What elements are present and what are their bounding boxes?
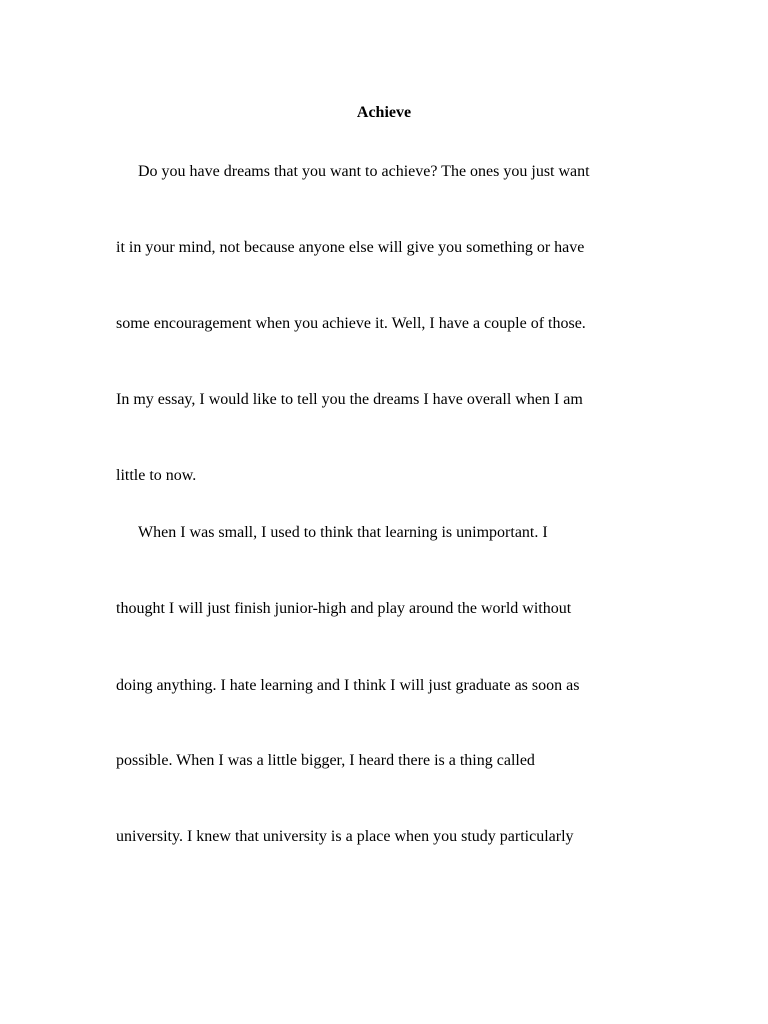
- paragraph-1-line-4: In my essay, I would like to tell you the dreams I have overall when I am: [116, 391, 583, 408]
- paragraph-1-line-1: Do you have dreams that you want to achieve? The ones you just want: [138, 163, 590, 180]
- paragraph-1-line-2: it in your mind, not because anyone else will give you something or have: [116, 239, 585, 256]
- paragraph-1-line-5: little to now.: [116, 467, 197, 484]
- paragraph-1-line-3: some encouragement when you achieve it. Well, I have a couple of those.: [116, 315, 586, 332]
- paragraph-2-line-2: thought I will just finish junior-high and play around the world without: [116, 600, 572, 617]
- paragraph-2-line-4: possible. When I was a little bigger, I heard there is a thing called: [116, 752, 535, 769]
- paragraph-2-line-5: university. I knew that university is a place when you study particularly: [116, 828, 574, 845]
- document-title: Achieve: [356, 104, 412, 121]
- paragraph-2-line-3: doing anything. I hate learning and I think I will just graduate as soon as: [116, 677, 580, 694]
- paragraph-2-line-1: When I was small, I used to think that learning is unimportant. I: [138, 524, 548, 541]
